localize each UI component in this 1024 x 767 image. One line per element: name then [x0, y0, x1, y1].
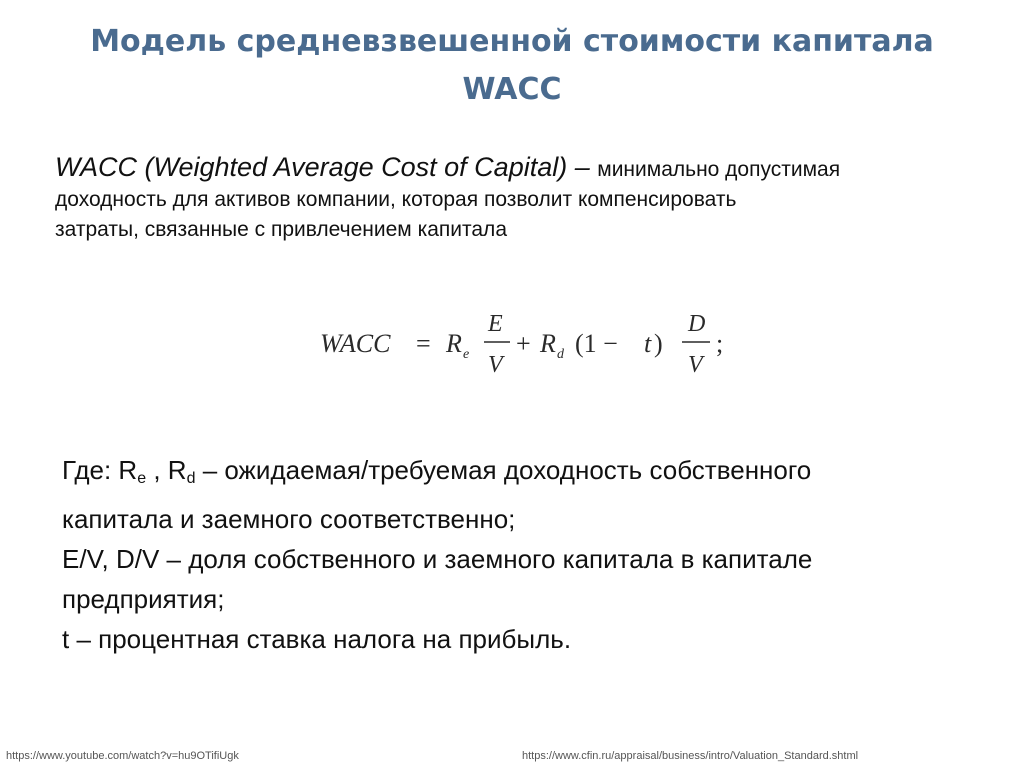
footer-youtube-link[interactable]: https://www.youtube.com/watch?v=hu9OTifiUgk — [6, 750, 239, 762]
formula-num-2: D — [688, 311, 706, 337]
formula-semicolon: ; — [716, 329, 724, 358]
formula-plus: + — [516, 329, 531, 358]
formula-re: R — [446, 329, 462, 358]
legend-rd: , R — [146, 455, 187, 485]
formula-rd: R — [540, 329, 556, 358]
formula-paren-open: (1 − — [575, 329, 618, 358]
formula-den-1: V — [488, 352, 503, 378]
legend-line-3: E/V, D/V – доля собственного и заемного капитала в капитале — [62, 544, 813, 574]
footer-cfin-link[interactable]: https://www.cfin.ru/appraisal/business/intro/Valuation_Standard.shtml — [522, 750, 859, 762]
legend-line-1-text: – ожидаемая/требуемая доходность собственного — [195, 455, 812, 485]
formula-num-1: E — [488, 311, 503, 337]
title-line-2: WACC — [462, 72, 562, 107]
formula-den-2: V — [688, 352, 703, 378]
legend-rd-sub: d — [186, 470, 196, 487]
title-line-1: Модель средневзвешенной стоимости капитала — [90, 24, 934, 59]
wacc-formula — [318, 300, 738, 390]
slide-title — [40, 18, 984, 114]
formula-t: t — [644, 329, 652, 358]
legend-line-2: капитала и заемного соответственно; — [62, 504, 516, 534]
formula-re-sub: e — [463, 347, 470, 362]
definition-text-3: затраты, связанные с привлечением капитала — [55, 218, 507, 241]
definition-text-1: минимально допустимая — [597, 158, 841, 181]
formula-lhs: WACC — [320, 329, 391, 358]
formula-rd-sub: d — [557, 347, 564, 362]
definition-term: WACC (Weighted Average Cost of Capital) — [55, 152, 568, 182]
definition-text-2: доходность для активов компании, которая позволит компенсировать — [55, 188, 737, 211]
formula-paren-close: ) — [654, 329, 663, 358]
legend-line-4: предприятия; — [62, 584, 225, 614]
definition-dash: – — [567, 152, 598, 182]
variables-legend — [62, 450, 982, 659]
legend-line-1 — [62, 450, 982, 499]
definition-paragraph — [55, 152, 975, 245]
wacc-formula-image — [318, 300, 738, 390]
legend-line-5: t – процентная ставка налога на прибыль. — [62, 624, 572, 654]
legend-re-sub: e — [137, 470, 147, 487]
legend-where: Где: R — [62, 455, 138, 485]
formula-equals: = — [416, 329, 431, 358]
